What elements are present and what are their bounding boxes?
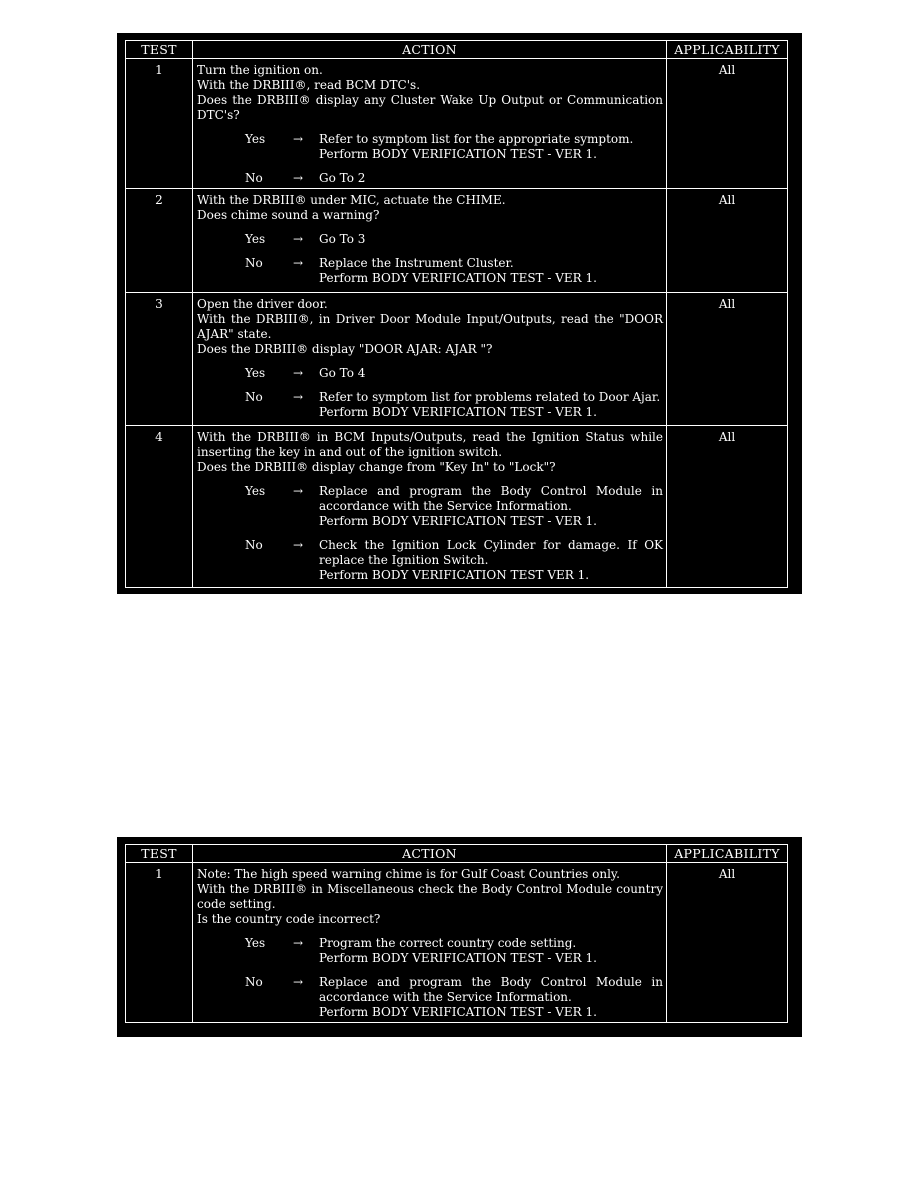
no-label: No xyxy=(245,975,263,989)
action-cell xyxy=(193,293,667,426)
no-label: No xyxy=(245,390,263,404)
action-cell xyxy=(193,426,667,588)
yes-result: Go To 4 xyxy=(319,366,366,380)
arrow-icon: → xyxy=(293,936,304,950)
no-branch xyxy=(197,171,663,186)
action-line: Does chime sound a warning? xyxy=(197,208,380,222)
no-result: Go To 2 xyxy=(319,171,366,185)
yes-label: Yes xyxy=(245,132,266,146)
yes-label: Yes xyxy=(245,484,266,498)
header-test: TEST xyxy=(126,845,193,863)
table-row xyxy=(126,863,788,1023)
action-line: Open the driver door. xyxy=(197,297,328,311)
applicability-value: All xyxy=(667,863,788,1023)
applicability-value: All xyxy=(667,293,788,426)
applicability-value: All xyxy=(667,426,788,588)
test-number: 1 xyxy=(126,863,193,1023)
test-number: 1 xyxy=(126,59,193,189)
yes-result: Program the correct country code setting. xyxy=(319,936,577,950)
no-label: No xyxy=(245,538,263,552)
no-result: Perform BODY VERIFICATION TEST - VER 1. xyxy=(319,405,597,419)
action-line: With the DRBIII® under MIC, actuate the CHIME. xyxy=(197,193,506,207)
yes-result: Replace and program the Body Control Module in accordance with the Service Information. xyxy=(319,484,663,513)
applicability-value: All xyxy=(667,189,788,293)
yes-branch xyxy=(197,232,663,247)
test-number: 4 xyxy=(126,426,193,588)
header-applicability: APPLICABILITY xyxy=(667,41,788,59)
no-result: Check the Ignition Lock Cylinder for damage. If OK replace the Ignition Switch. xyxy=(319,538,663,567)
applicability-value: All xyxy=(667,59,788,189)
yes-branch xyxy=(197,936,663,966)
yes-label: Yes xyxy=(245,232,266,246)
action-line: With the DRBIII® in Miscellaneous check the Body Control Module country code setting. xyxy=(197,882,663,911)
arrow-icon: → xyxy=(293,484,304,498)
table-header-row xyxy=(126,41,788,59)
table-row xyxy=(126,426,788,588)
diagnostic-table-panel-2 xyxy=(117,837,802,1037)
no-label: No xyxy=(245,256,263,270)
header-action: ACTION xyxy=(193,41,667,59)
no-result: Replace the Instrument Cluster. xyxy=(319,256,514,270)
arrow-icon: → xyxy=(293,390,304,404)
arrow-icon: → xyxy=(293,975,304,989)
diagnostic-table-1 xyxy=(125,40,788,588)
header-action: ACTION xyxy=(193,845,667,863)
action-cell xyxy=(193,189,667,293)
table-row xyxy=(126,293,788,426)
yes-branch xyxy=(197,366,663,381)
yes-result: Go To 3 xyxy=(319,232,366,246)
yes-result: Perform BODY VERIFICATION TEST - VER 1. xyxy=(319,147,597,161)
table-row xyxy=(126,59,788,189)
yes-result: Refer to symptom list for the appropriate symptom. xyxy=(319,132,634,146)
no-label: No xyxy=(245,171,263,185)
header-applicability: APPLICABILITY xyxy=(667,845,788,863)
arrow-icon: → xyxy=(293,538,304,552)
table-header-row xyxy=(126,845,788,863)
action-line: With the DRBIII® in BCM Inputs/Outputs, read the Ignition Status while inserting the key in and out of the ignition switch. xyxy=(197,430,663,459)
test-number: 2 xyxy=(126,189,193,293)
arrow-icon: → xyxy=(293,256,304,270)
no-result: Refer to symptom list for problems related to Door Ajar. xyxy=(319,390,661,404)
action-line: Does the DRBIII® display "DOOR AJAR: AJAR "? xyxy=(197,342,493,356)
no-result: Perform BODY VERIFICATION TEST - VER 1. xyxy=(319,271,597,285)
action-line: With the DRBIII®, in Driver Door Module Input/Outputs, read the "DOOR AJAR" state. xyxy=(197,312,663,341)
no-result: Replace and program the Body Control Module in accordance with the Service Information. xyxy=(319,975,663,1004)
diagnostic-table-panel-1 xyxy=(117,33,802,594)
yes-label: Yes xyxy=(245,366,266,380)
action-line: Is the country code incorrect? xyxy=(197,912,381,926)
header-test: TEST xyxy=(126,41,193,59)
yes-branch xyxy=(197,132,663,162)
action-cell xyxy=(193,59,667,189)
no-branch xyxy=(197,256,663,286)
yes-label: Yes xyxy=(245,936,266,950)
arrow-icon: → xyxy=(293,171,304,185)
test-number: 3 xyxy=(126,293,193,426)
action-line: Does the DRBIII® display any Cluster Wake Up Output or Communication DTC's? xyxy=(197,93,663,122)
arrow-icon: → xyxy=(293,132,304,146)
diagnostic-table-2 xyxy=(125,844,788,1023)
action-line: Turn the ignition on. xyxy=(197,63,323,77)
yes-result: Perform BODY VERIFICATION TEST - VER 1. xyxy=(319,951,597,965)
no-branch xyxy=(197,975,663,1020)
yes-branch xyxy=(197,484,663,529)
arrow-icon: → xyxy=(293,366,304,380)
yes-result: Perform BODY VERIFICATION TEST - VER 1. xyxy=(319,514,597,528)
no-branch xyxy=(197,390,663,420)
action-cell xyxy=(193,863,667,1023)
no-branch xyxy=(197,538,663,583)
table-row xyxy=(126,189,788,293)
arrow-icon: → xyxy=(293,232,304,246)
action-line: Note: The high speed warning chime is for Gulf Coast Countries only. xyxy=(197,867,620,881)
no-result: Perform BODY VERIFICATION TEST VER 1. xyxy=(319,568,590,582)
action-line: With the DRBIII®, read BCM DTC's. xyxy=(197,78,421,92)
no-result: Perform BODY VERIFICATION TEST - VER 1. xyxy=(319,1005,597,1019)
action-line: Does the DRBIII® display change from "Key In" to "Lock"? xyxy=(197,460,556,474)
